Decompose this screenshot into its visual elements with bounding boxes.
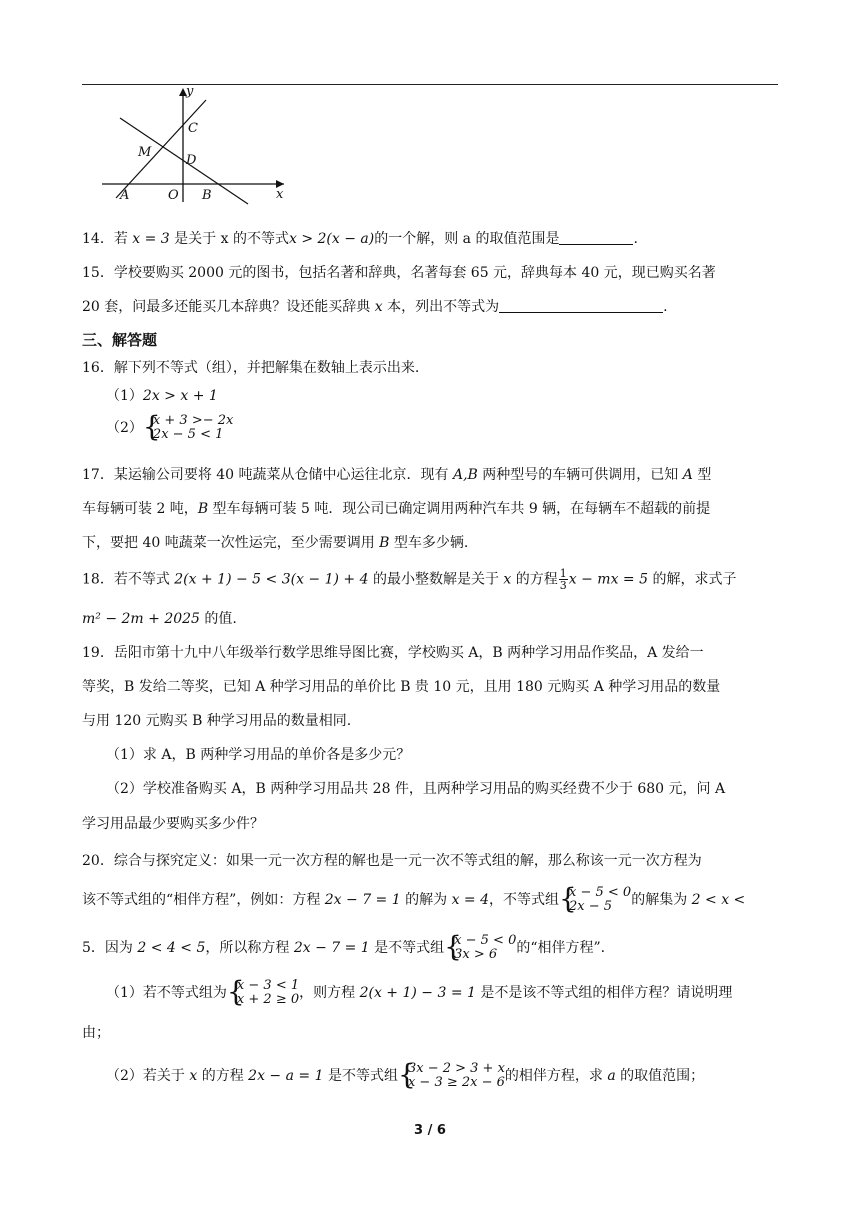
q20-part2 xyxy=(106,1062,704,1090)
question-14 xyxy=(82,229,638,249)
label-b: B xyxy=(202,188,212,203)
q20-math: 2(x + 1) − 3 = 1 xyxy=(359,985,476,1001)
q17-math: B xyxy=(197,501,209,517)
answer-blank[interactable] xyxy=(559,230,633,245)
line-db xyxy=(120,118,248,204)
part-label: （2） xyxy=(106,420,143,436)
q20-text: 的解集为 xyxy=(631,892,692,908)
q17-text: 车每辆可装 2 吨， xyxy=(82,501,198,517)
part-label: （1） xyxy=(106,388,143,404)
q19-part1: （1）求 A，B 两种学习用品的单价各是多少元？ xyxy=(106,747,411,763)
q18-text: 的最小整数解是关于 xyxy=(368,571,504,588)
question-15-line1: 15．学校要购买 2000 元的图书，包括名著和辞典，名著每套 65 元，辞典每本 40 元，现已购买名著 xyxy=(82,265,716,281)
coordinate-diagram xyxy=(98,86,288,206)
inequality-system xyxy=(143,414,233,442)
q20-math: 2x − 7 = 1 xyxy=(293,940,370,956)
q20-math: 2x − 7 = 1 xyxy=(324,892,401,908)
label-c: C xyxy=(188,121,198,136)
q20-math: a xyxy=(607,1068,616,1084)
question-15-line2 xyxy=(82,297,668,317)
header-rule xyxy=(82,84,778,85)
q20-text: 的方程 xyxy=(197,1068,249,1084)
fraction xyxy=(559,568,568,591)
page-number: 3 / 6 xyxy=(414,1123,446,1138)
question-16: 16．解下列不等式（组），并把解集在数轴上表示出来. xyxy=(82,360,420,376)
q17-text: 型车多少辆. xyxy=(389,535,469,551)
q20-math: 2 < x < xyxy=(691,892,746,908)
q18-math: 2(x + 1) − 5 < 3(x − 1) + 4 xyxy=(174,571,369,588)
q17-math: A,B xyxy=(452,467,478,483)
fraction-numerator: 1 xyxy=(559,567,567,580)
label-d: D xyxy=(186,153,197,168)
q20-text: （1）若不等式组为 xyxy=(106,985,227,1001)
coordinate-figure xyxy=(98,86,288,206)
q14-text: 是关于 x 的不等式 xyxy=(174,231,289,247)
q17-math: B xyxy=(379,535,390,551)
q20-text: ，则方程 xyxy=(299,985,360,1001)
q20-text: （2）若关于 xyxy=(106,1068,190,1084)
q14-math: x > 2(x − a) xyxy=(288,231,375,247)
question-19-line3: 与用 120 元购买 B 种学习用品的数量相同. xyxy=(82,713,352,729)
q20-text: ，所以称方程 xyxy=(205,940,294,956)
inequality-system xyxy=(227,979,299,1007)
q20-text: 的取值范围； xyxy=(615,1068,705,1084)
section-heading: 三、解答题 xyxy=(82,331,158,349)
system-row: { 3x − 2 > 3 + x xyxy=(407,1061,505,1076)
q17-math: A xyxy=(682,467,693,483)
system-row: 2x − 5 < 1 xyxy=(152,427,224,442)
q20-text: ，不等式组 xyxy=(489,892,559,908)
q15-text: 本，列出不等式为 xyxy=(382,299,500,315)
q18-math: x − mx = 5 xyxy=(568,571,649,588)
q14-text: 若 xyxy=(113,231,128,247)
system-row: x − 3 ≥ 2x − 6 xyxy=(407,1075,505,1090)
q17-text: 17．某运输公司要将 40 吨蔬菜从仓储中心运往北京．现有 xyxy=(82,467,453,483)
q20-text: 的“相伴方程”. xyxy=(516,940,606,956)
q17-text: 型车每辆可装 5 吨．现公司已确定调用两种汽车共 9 辆，在每辆车不超载的前提 xyxy=(208,501,711,517)
q15-text: 20 套，问最多还能买几本辞典？设还能买辞典 xyxy=(82,299,375,315)
q20-math: 2 < 4 < 5 xyxy=(137,940,206,956)
system-row: { x − 5 < 0 xyxy=(569,885,632,900)
inequality-system xyxy=(559,886,631,914)
question-17-line3 xyxy=(82,533,468,553)
question-18-line1 xyxy=(82,568,736,591)
q18-text: 的值. xyxy=(199,611,237,627)
q14-text: . xyxy=(633,231,638,247)
inequality-system xyxy=(444,934,516,962)
question-20-line1: 20．综合与探究定义：如果一元一次方程的解也是一元一次不等式组的解，那么称该一元一次方程为 xyxy=(82,853,702,869)
question-19-line2: 等奖，B 发给二等奖，已知 A 种学习用品的单价比 B 贵 10 元，且用 180 元购买 A 种学习用品的数量 xyxy=(82,679,721,695)
q18-text: 18．若不等式 xyxy=(82,571,175,588)
system-row: { x − 3 < 1 xyxy=(236,978,300,993)
answer-blank[interactable] xyxy=(499,298,663,313)
label-o: O xyxy=(168,188,179,203)
q17-text: 两种型号的车辆可供调用，已知 xyxy=(477,467,683,483)
label-y: y xyxy=(186,86,194,99)
q20-text: 的相伴方程，求 xyxy=(504,1068,608,1084)
q14-number: 14． xyxy=(82,231,114,247)
q18-text: 的解，求式子 xyxy=(648,571,737,588)
system-row: 2x − 5 xyxy=(569,899,613,914)
q14-math: x = 3 xyxy=(132,231,170,247)
q16-math: 2x > x + 1 xyxy=(142,388,218,404)
q20-text: 的解为 xyxy=(400,892,452,908)
line-ac xyxy=(116,100,206,198)
q18-text: 的方程 xyxy=(511,571,558,588)
label-m: M xyxy=(138,145,152,160)
q20-text: 5 xyxy=(82,940,91,956)
question-17-line2 xyxy=(82,499,710,519)
q19-part2-line2: 学习用品最少要购买多少件？ xyxy=(82,816,264,832)
q20-text: ．因为 xyxy=(90,940,138,956)
label-x: x xyxy=(276,187,284,202)
system-row: x + 2 ≥ 0 xyxy=(236,992,300,1007)
q15-math: x xyxy=(374,299,383,315)
q20-math: 2x − a = 1 xyxy=(248,1068,324,1084)
system-row: 3x > 6 xyxy=(454,947,498,962)
q16-part2 xyxy=(106,414,233,442)
q14-text: 的一个解，则 a 的取值范围是 xyxy=(374,231,560,247)
q17-text: 型 xyxy=(692,467,712,483)
q20-part1-line2: 由； xyxy=(82,1025,110,1041)
question-19-line1: 19．岳阳市第十九中八年级举行数学思维导图比赛，学校购买 A，B 两种学习用品作奖品，A 发给一 xyxy=(82,645,704,661)
question-20-line3 xyxy=(82,934,605,962)
fraction-denominator: 3 xyxy=(559,579,567,592)
label-a: A xyxy=(120,188,130,203)
q20-text: 是不等式组 xyxy=(323,1068,398,1084)
system-row: { x − 5 < 0 xyxy=(454,933,517,948)
q20-math: x = 4 xyxy=(451,892,489,908)
q20-text: 是不等式组 xyxy=(369,940,445,956)
inequality-system xyxy=(398,1062,505,1090)
question-17-line1 xyxy=(82,465,711,485)
q19-part2-line1: （2）学校准备购买 A，B 两种学习用品共 28 件，且两种学习用品的购买经费不少于 680 元，问 A xyxy=(106,781,726,797)
question-20-line2 xyxy=(82,886,745,914)
q15-text: . xyxy=(663,299,668,315)
q17-text: 下，要把 40 吨蔬菜一次性运完，至少需要调用 xyxy=(82,535,380,551)
system-row: { x + 3 >− 2x xyxy=(152,413,234,428)
q16-part1 xyxy=(106,386,218,406)
q20-text: 该不等式组的“相伴方程”，例如：方程 xyxy=(82,892,325,908)
q20-math: x xyxy=(189,1068,198,1084)
q20-part1-line1 xyxy=(106,979,732,1007)
q18-math: m² − 2m + 2025 xyxy=(82,611,200,627)
q20-text: 是不是该不等式组的相伴方程？请说明理 xyxy=(475,985,733,1001)
question-18-line2 xyxy=(82,609,237,629)
q18-math: x xyxy=(503,571,512,588)
